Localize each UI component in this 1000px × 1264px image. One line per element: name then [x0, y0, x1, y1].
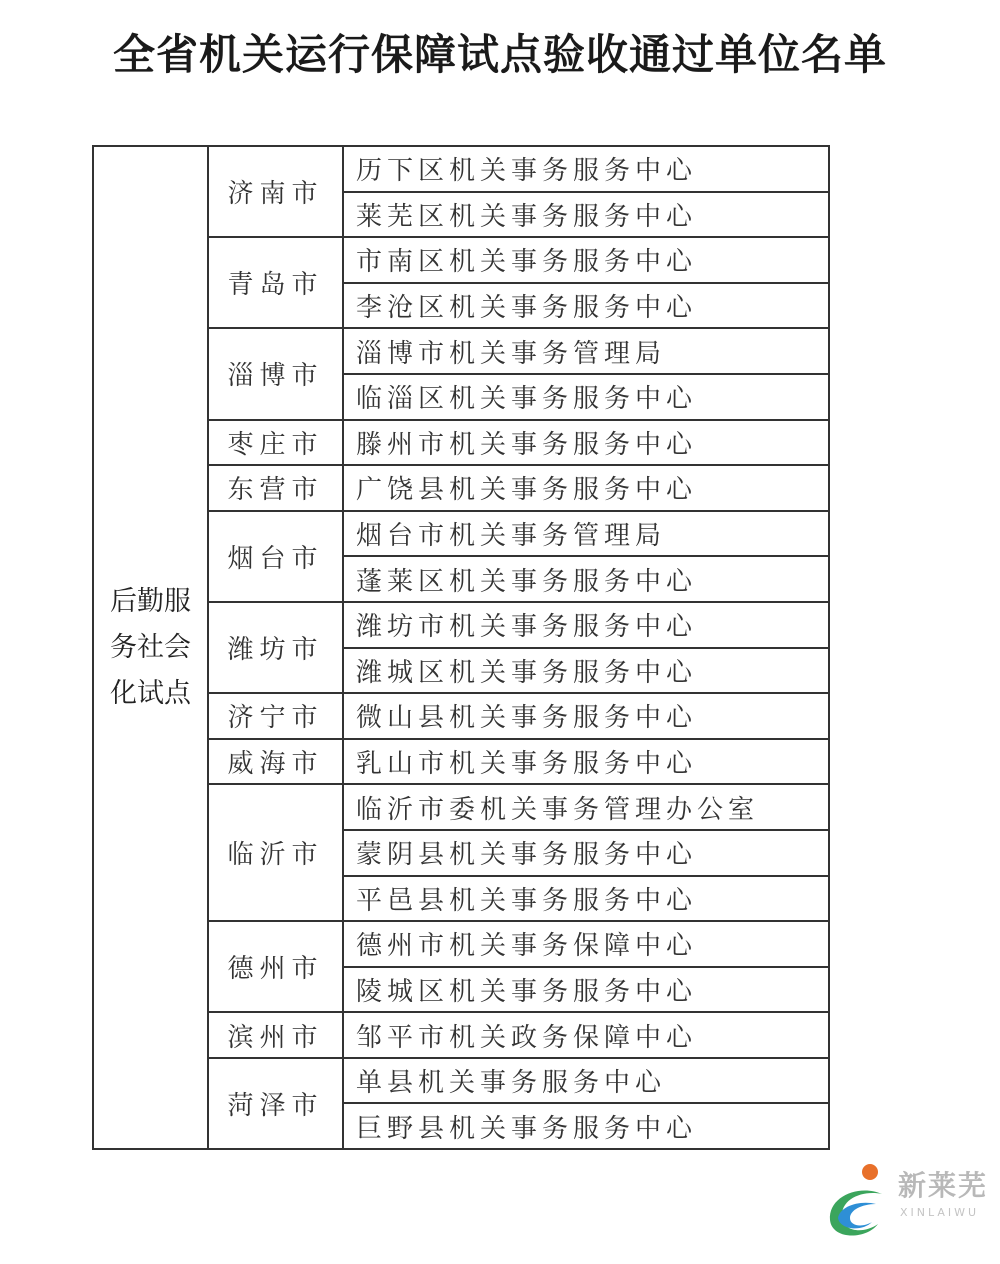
watermark-name: 新莱芜: [898, 1169, 989, 1202]
unit-cell: 巨野县机关事务服务中心: [343, 1103, 829, 1149]
unit-list-table: [92, 145, 830, 1150]
city-cell: 菏泽市: [208, 1058, 343, 1149]
city-cell: 枣庄市: [208, 420, 343, 466]
city-cell: 淄博市: [208, 328, 343, 419]
unit-cell: 单县机关事务服务中心: [343, 1058, 829, 1104]
watermark-pinyin: XINLAIWU: [900, 1206, 980, 1219]
swoosh-logo-icon: [820, 1158, 900, 1248]
unit-cell: 德州市机关事务保障中心: [343, 921, 829, 967]
table-body: [93, 146, 829, 1149]
unit-cell: 滕州市机关事务服务中心: [343, 420, 829, 466]
city-cell: 济南市: [208, 146, 343, 237]
unit-cell: 蒙阴县机关事务服务中心: [343, 830, 829, 876]
unit-cell: 历下区机关事务服务中心: [343, 146, 829, 192]
city-cell: 青岛市: [208, 237, 343, 328]
table-row: [93, 146, 829, 192]
city-cell: 东营市: [208, 465, 343, 511]
unit-cell: 临沂市委机关事务管理办公室: [343, 784, 829, 830]
unit-cell: 市南区机关事务服务中心: [343, 237, 829, 283]
city-cell: 济宁市: [208, 693, 343, 739]
unit-cell: 乳山市机关事务服务中心: [343, 739, 829, 785]
unit-cell: 陵城区机关事务服务中心: [343, 967, 829, 1013]
unit-cell: 李沧区机关事务服务中心: [343, 283, 829, 329]
city-cell: 威海市: [208, 739, 343, 785]
unit-cell: 潍坊市机关事务服务中心: [343, 602, 829, 648]
city-cell: 烟台市: [208, 511, 343, 602]
watermark-logo: [820, 1158, 995, 1248]
city-cell: 滨州市: [208, 1012, 343, 1058]
unit-cell: 烟台市机关事务管理局: [343, 511, 829, 557]
unit-cell: 广饶县机关事务服务中心: [343, 465, 829, 511]
unit-cell: 莱芜区机关事务服务中心: [343, 192, 829, 238]
unit-cell: 淄博市机关事务管理局: [343, 328, 829, 374]
unit-cell: 临淄区机关事务服务中心: [343, 374, 829, 420]
city-cell: 德州市: [208, 921, 343, 1012]
city-cell: 临沂市: [208, 784, 343, 921]
unit-cell: 平邑县机关事务服务中心: [343, 876, 829, 922]
unit-cell: 潍城区机关事务服务中心: [343, 648, 829, 694]
category-cell: [93, 146, 208, 1149]
unit-cell: 邹平市机关政务保障中心: [343, 1012, 829, 1058]
category-label: 后勤服务社会化试点: [110, 585, 191, 709]
city-cell: 潍坊市: [208, 602, 343, 693]
unit-cell: 微山县机关事务服务中心: [343, 693, 829, 739]
page-title: 全省机关运行保障试点验收通过单位名单: [112, 30, 887, 79]
unit-cell: 蓬莱区机关事务服务中心: [343, 556, 829, 602]
